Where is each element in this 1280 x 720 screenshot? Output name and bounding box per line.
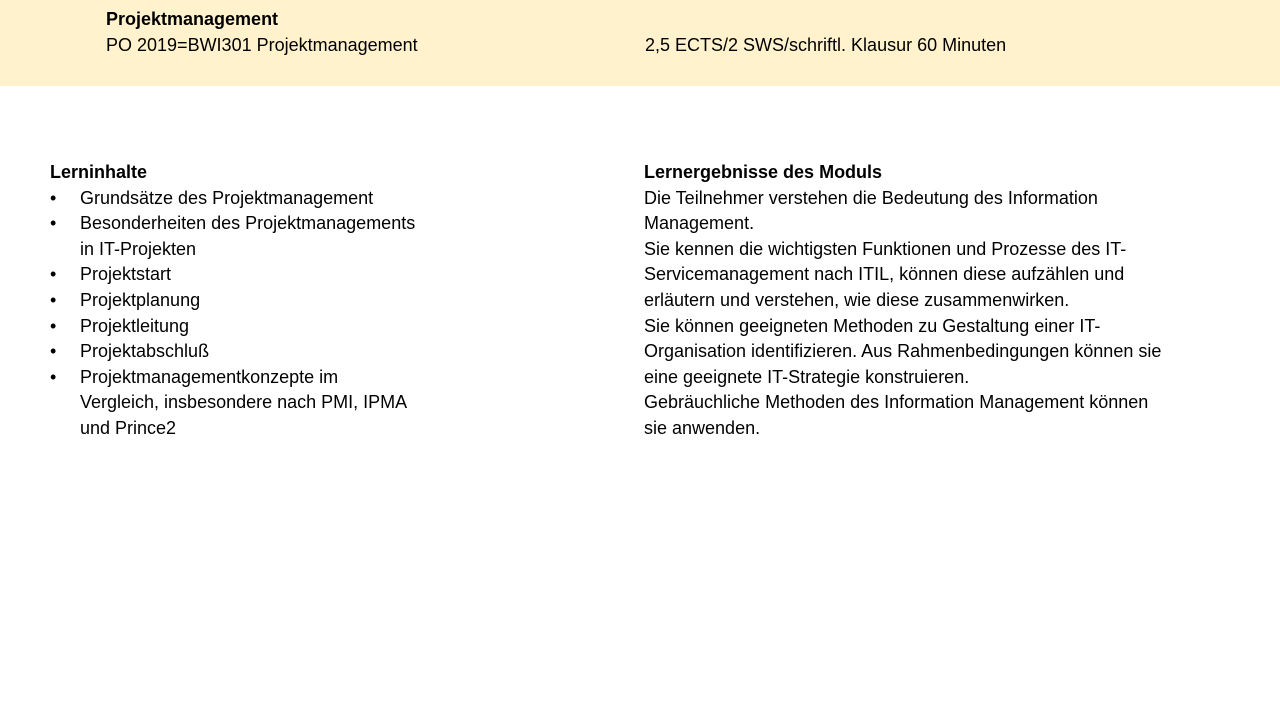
list-item [50,186,420,212]
module-header-band [0,0,1280,86]
list-item [50,339,420,365]
lerninhalte-heading: Lerninhalte [50,162,148,182]
po-module-code: PO 2019=BWI301 Projektmanagement [106,35,418,55]
list-item [50,314,420,340]
lerninhalte-list [50,186,420,442]
lernergebnisse-section [644,160,1164,442]
bullet-icon: • [50,341,57,362]
ects-exam-info: 2,5 ECTS/2 SWS/schriftl. Klausur 60 Minuten [645,35,1007,55]
lernergebnisse-paragraph: Gebräuchliche Methoden des Information Management können sie anwenden. [644,392,1149,438]
list-item-text: Projektleitung [80,315,190,336]
list-item-text: Projektplanung [80,289,201,310]
list-item-text: Besonderheiten des Projektmanagements in IT-Projekten [80,213,416,259]
bullet-icon: • [50,315,57,336]
lernergebnisse-paragraph: Sie können geeigneten Methoden zu Gestaltung einer IT-Organisation identifizieren. Aus Rahmenbedingungen können sie eine geeignete IT-Strategie konstruieren. [644,315,1162,387]
list-item-text: Projektstart [80,264,172,285]
module-title: Projektmanagement [106,9,279,29]
list-item-text: Projektabschluß [80,341,210,362]
list-item [50,365,420,442]
list-item [50,262,420,288]
lernergebnisse-paragraph: Sie kennen die wichtigsten Funktionen und Prozesse des IT-Servicemanagement nach ITIL, können diese aufzählen und erläutern und verstehen, wie diese zusammenwirken. [644,238,1127,310]
lernergebnisse-heading: Lernergebnisse des Moduls [644,162,883,182]
bullet-icon: • [50,213,57,234]
list-item [50,288,420,314]
bullet-icon: • [50,289,57,310]
list-item [50,211,420,262]
bullet-icon: • [50,366,57,387]
lerninhalte-section [50,160,420,442]
list-item-text: Grundsätze des Projektmanagement [80,187,374,208]
bullet-icon: • [50,264,57,285]
bullet-icon: • [50,187,57,208]
lernergebnisse-paragraph: Die Teilnehmer verstehen die Bedeutung des Information Management. [644,187,1098,234]
list-item-text: Projektmanagementkonzepte im Vergleich, insbesondere nach PMI, IPMA und Prince2 [80,366,407,438]
